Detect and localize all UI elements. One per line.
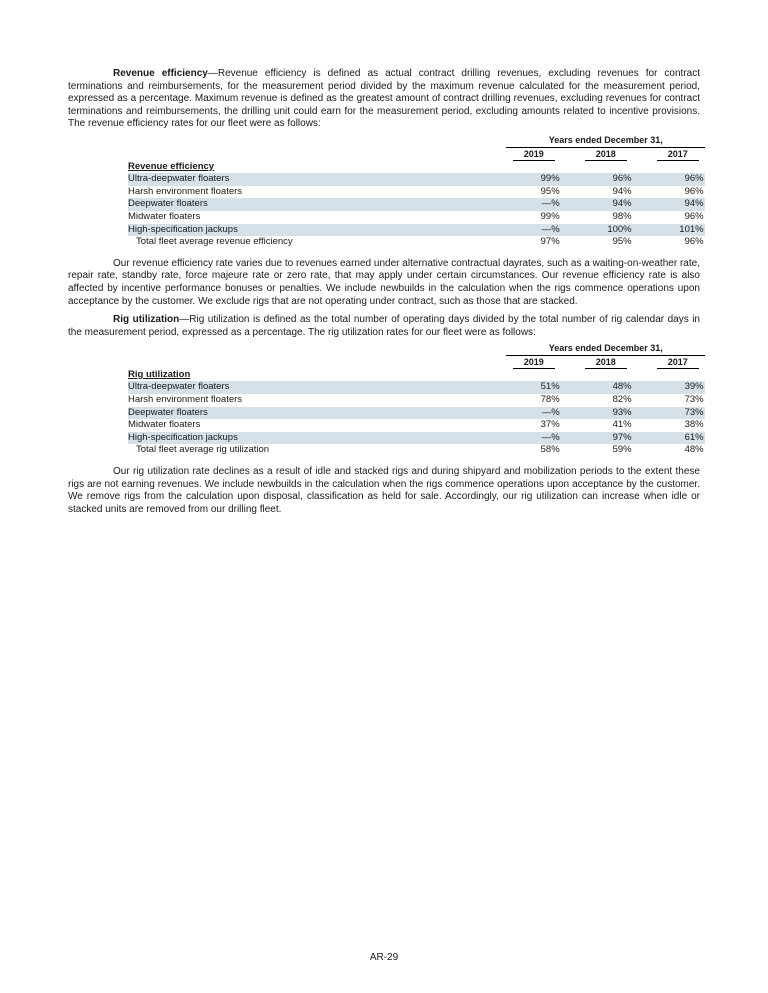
percent-sign: % [695, 444, 704, 456]
percent-sign: % [695, 406, 704, 418]
percent-sign: % [623, 444, 632, 456]
table-row [128, 173, 705, 186]
percent-sign: % [623, 406, 632, 418]
row-value: 38 [684, 419, 696, 431]
row-label: High-specification jackups [128, 224, 496, 237]
total-value: 97 [540, 236, 552, 248]
section-title: Revenue efficiency [128, 160, 215, 172]
percent-sign: % [695, 236, 704, 248]
row-label: Midwater floaters [128, 210, 201, 222]
revenue-efficiency-note: Our revenue efficiency rate varies due to revenues earned under alternative contractual dayrates, such as a waiting-on-weather rate, repair rate, standby rate, force majeure rate or zero rate, that may apply under certain circumstances. Our revenue efficiency rate is also affected by incentive performance bonuses or penalties. We include newbuilds in the calculation when the rigs commence operations upon acceptance by the customer. We exclude rigs that are not operating under contract, such as those that are stacked. [68, 257, 700, 307]
row-value: 99 [506, 173, 551, 186]
rig-utilization-text: —Rig utilization is defined as the total number of operating days divided by the total number of rig calendar days in the measurement period, expressed as a percentage. The rig utilization rates for our fleet were as follows: [68, 314, 700, 338]
rig-utilization-note: Our rig utilization rate declines as a result of idle and stacked rigs and during shipyard and mobilization periods to the extent these rigs are not earning revenues. We include newbuilds in the calculation when the rigs commence operations upon acceptance by the customer. We remove rigs from the calculation upon disposal, classification as held for sale. Accordingly, our rig utilization can increase when idle or stacked units are removed from our drilling fleet. [68, 466, 700, 515]
percent-sign: % [551, 223, 560, 235]
total-value: 58 [540, 444, 552, 456]
percent-sign: % [695, 431, 704, 443]
table-header-row [128, 342, 705, 355]
row-value: 98 [612, 210, 624, 222]
table-row [128, 407, 705, 420]
revenue-efficiency-heading: Revenue efficiency [113, 68, 208, 79]
table-row [128, 419, 705, 432]
section-title: Rig utilization [128, 368, 191, 380]
total-value: 59 [612, 444, 624, 456]
row-value: 94 [578, 198, 623, 211]
rig-utilization-heading: Rig utilization [113, 314, 180, 326]
revenue-efficiency-table [128, 134, 705, 249]
revenue-efficiency-text: —Revenue efficiency is defined as actual contract drilling revenues, excluding revenues for contract terminations and reimbursements, for the measurement period divided by the maximum revenue calculated for the measurement period, expressed as a percentage. Maximum revenue is defined as the greatest amount of contract drilling revenues, excluding revenues for contract terminations and reimbursements, the drilling unit could earn for the measurement period, excluding amounts related to incentive provisions. The revenue efficiency rates for our fleet were as follows: [68, 68, 700, 130]
row-value: 41 [612, 419, 624, 431]
percent-sign: % [551, 198, 560, 210]
percent-sign: % [551, 419, 560, 431]
percent-sign: % [623, 381, 632, 393]
row-value: 37 [540, 419, 552, 431]
row-value: 82 [612, 394, 624, 406]
row-value: 101 [650, 224, 695, 237]
document-page [68, 68, 704, 516]
revenue-efficiency-definition [68, 68, 700, 131]
section-title-row [128, 161, 705, 174]
section-title-row [128, 369, 705, 382]
total-row [128, 236, 705, 249]
year-header-0: 2019 [506, 147, 561, 161]
row-label: Ultra-deepwater floaters [128, 381, 496, 394]
total-value: 96 [684, 236, 696, 248]
row-value: 39 [650, 381, 695, 394]
total-value: 48 [684, 444, 696, 456]
row-value: 73 [650, 407, 695, 420]
percent-sign: % [623, 198, 632, 210]
total-label: Total fleet average revenue efficiency [136, 236, 293, 248]
year-header-0: 2019 [506, 355, 561, 369]
row-value: 96 [684, 210, 696, 222]
percent-sign: % [551, 210, 560, 222]
percent-sign: % [551, 431, 560, 443]
rig-utilization-definition [68, 314, 700, 339]
total-row [128, 444, 705, 457]
row-value: — [506, 224, 551, 237]
total-label: Total fleet average rig utilization [136, 444, 270, 456]
percent-sign: % [551, 444, 560, 456]
row-label: Midwater floaters [128, 419, 201, 431]
percent-sign: % [623, 431, 632, 443]
page-number: AR-29 [369, 952, 399, 963]
year-header-2: 2017 [650, 355, 705, 369]
year-header-row [128, 355, 705, 369]
year-header-2: 2017 [650, 147, 705, 161]
year-header-row [128, 147, 705, 161]
year-header-1: 2018 [578, 147, 633, 161]
row-label: Ultra-deepwater floaters [128, 173, 496, 186]
row-label: Deepwater floaters [128, 407, 496, 420]
row-value: 96 [578, 173, 623, 186]
percent-sign: % [695, 185, 704, 197]
percent-sign: % [623, 223, 632, 235]
row-label: Harsh environment floaters [128, 185, 243, 197]
percent-sign: % [551, 185, 560, 197]
period-header: Years ended December 31, [506, 134, 705, 147]
row-value: 51 [506, 381, 551, 394]
row-value: 94 [612, 185, 624, 197]
table-row [128, 432, 705, 445]
period-header: Years ended December 31, [506, 342, 705, 355]
percent-sign: % [695, 419, 704, 431]
row-value: 78 [540, 394, 552, 406]
table-row [128, 186, 705, 199]
row-label: Harsh environment floaters [128, 394, 243, 406]
table-header-row [128, 134, 705, 147]
table-row [128, 394, 705, 407]
percent-sign: % [623, 236, 632, 248]
percent-sign: % [695, 173, 704, 185]
percent-sign: % [623, 419, 632, 431]
row-value: 94 [650, 198, 695, 211]
percent-sign: % [695, 394, 704, 406]
row-value: — [506, 198, 551, 211]
total-value: 95 [612, 236, 624, 248]
row-value: 100 [578, 224, 623, 237]
row-value: 99 [540, 210, 552, 222]
row-value: 61 [650, 432, 695, 445]
percent-sign: % [623, 394, 632, 406]
percent-sign: % [695, 210, 704, 222]
row-value: 96 [684, 185, 696, 197]
row-value: 95 [540, 185, 552, 197]
row-value: — [506, 407, 551, 420]
table-row [128, 211, 705, 224]
percent-sign: % [551, 173, 560, 185]
table-row [128, 224, 705, 237]
rig-utilization-table [128, 342, 705, 457]
year-header-1: 2018 [578, 355, 633, 369]
percent-sign: % [695, 223, 704, 235]
row-value: — [506, 432, 551, 445]
percent-sign: % [551, 406, 560, 418]
percent-sign: % [551, 236, 560, 248]
percent-sign: % [623, 173, 632, 185]
percent-sign: % [695, 198, 704, 210]
row-label: High-specification jackups [128, 432, 496, 445]
row-value: 97 [578, 432, 623, 445]
percent-sign: % [623, 185, 632, 197]
percent-sign: % [695, 381, 704, 393]
percent-sign: % [623, 210, 632, 222]
row-value: 96 [650, 173, 695, 186]
percent-sign: % [551, 381, 560, 393]
row-value: 73 [684, 394, 696, 406]
row-value: 48 [578, 381, 623, 394]
row-value: 93 [578, 407, 623, 420]
row-label: Deepwater floaters [128, 198, 496, 211]
table-row [128, 198, 705, 211]
table-row [128, 381, 705, 394]
percent-sign: % [551, 394, 560, 406]
